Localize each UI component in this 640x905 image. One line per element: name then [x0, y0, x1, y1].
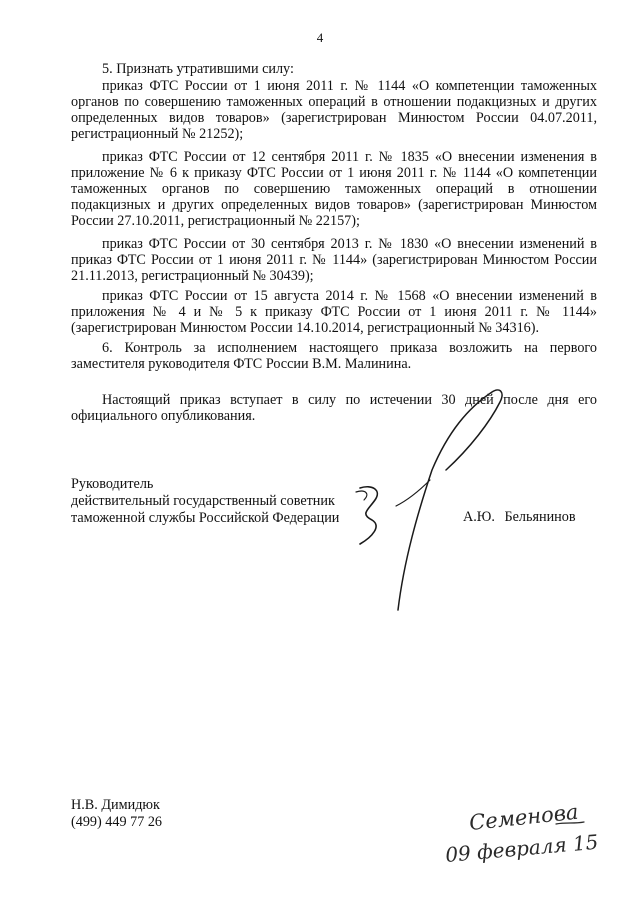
section-6-paragraph: 6. Контроль за исполнением настоящего приказа возложить на первого заместителя руководителя ФТС России В.М. Малинина. [71, 340, 597, 373]
repealed-order-2: приказ ФТС России от 12 сентября 2011 г. № 1835 «О внесении изменения в приложение № 6 к приказу ФТС России от 1 июня 2011 г. № 1144 «О компетенции таможенных органов по совершению таможенных операций в отношении подакцизных и других определенных видов товаров» (зарегистрирован Минюстом России 27.10.2011, регистрационный № 22157); [71, 149, 597, 230]
executor-name: Н.В. Димидюк [71, 797, 160, 813]
effective-date-paragraph: Настоящий приказ вступает в силу по истечении 30 дней после дня его официального опубликования. [71, 392, 597, 425]
signer-title-line-2: действительный государственный советник [71, 493, 335, 509]
repealed-order-3: приказ ФТС России от 30 сентября 2013 г. № 1830 «О внесении изменений в приказ ФТС России от 1 июня 2011 г. № 1144» (зарегистрирован Минюстом России 21.11.2013, регистрационный № 30439); [71, 236, 597, 285]
executor-phone: (499) 449 77 26 [71, 814, 163, 830]
repealed-order-1: приказ ФТС России от 1 июня 2011 г. № 1144 «О компетенции таможенных органов по совершению таможенных операций в отношении подакцизных и других определенных видов товаров» (зарегистрирован Минюстом России 04.07.2011, регистрационный № 21252); [71, 78, 597, 143]
executor-contact [71, 797, 162, 831]
page-number: 4 [316, 30, 324, 45]
signer-name: А.Ю. Бельянинов [463, 509, 576, 525]
repealed-order-4: приказ ФТС России от 15 августа 2014 г. № 1568 «О внесении изменений в приложения № 4 и № 5 к приказу ФТС России от 1 июня 2011 г. № 1144» (зарегистрирован Минюстом России 14.10.2014, регистрационный № 34316). [71, 288, 597, 337]
handwritten-note-line-1: Семенова [468, 799, 580, 835]
section-5-heading: 5. Признать утратившими силу: [102, 61, 294, 77]
signer-title-line-1: Руководитель [71, 476, 154, 492]
signer-title-line-3: таможенной службы Российской Федерации [71, 510, 340, 526]
handwritten-note-line-2: 09 февраля 15 [444, 829, 600, 867]
